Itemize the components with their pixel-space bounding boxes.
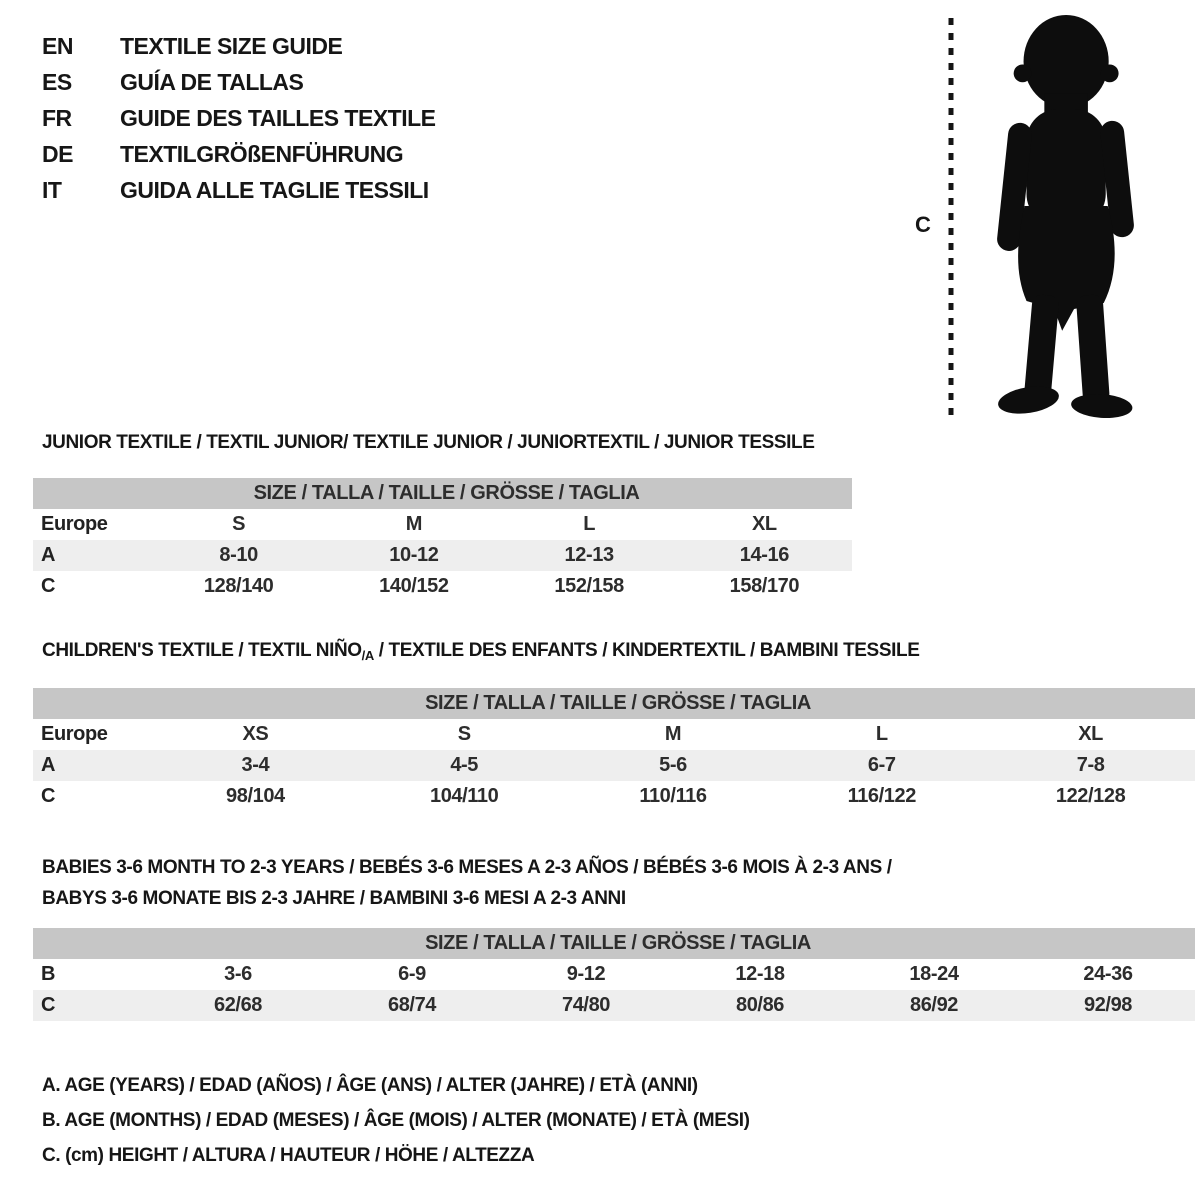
cell-value: 9-12 [566, 963, 606, 985]
table-row [33, 509, 852, 540]
table-row [33, 750, 1195, 781]
table-row [33, 990, 1195, 1021]
cell-value: 104/110 [429, 785, 499, 807]
size-header-label: SIZE / TALLA / TAILLE / GRÖSSE / TAGLIA [33, 688, 1195, 719]
babies-title-line2: BABYS 3-6 MONATE BIS 2-3 JAHRE / BAMBINI 3-6 MESI A 2-3 ANNI [42, 888, 626, 909]
babies-size-table [33, 928, 1195, 1021]
cell-value: 18-24 [909, 963, 959, 985]
cell-value: 3-4 [151, 750, 360, 781]
children-title-part2: / TEXTILE DES ENFANTS / KINDERTEXTIL / BAMBINI TESSILE [373, 640, 920, 661]
lang-label: GUIDE DES TAILLES TEXTILE [120, 105, 436, 131]
column-header: S [457, 723, 471, 745]
cell-value: 128/140 [203, 575, 274, 597]
cell-value: 6-7 [777, 750, 986, 781]
cell-value: 4-5 [360, 750, 569, 781]
lang-code: DE [42, 141, 73, 167]
row-label: C [41, 575, 56, 597]
cell-value: 3-6 [224, 963, 252, 985]
column-header: M [664, 723, 682, 745]
row-label: A [33, 540, 151, 571]
cell-value: 12-18 [735, 963, 785, 985]
lang-row-en [42, 28, 436, 64]
lang-label: GUIDA ALLE TAGLIE TESSILI [120, 177, 429, 203]
babies-section-title [42, 852, 892, 914]
lang-row-de [42, 136, 436, 172]
lang-row-es [42, 64, 436, 100]
column-header: L [875, 723, 888, 745]
cell-value: 5-6 [569, 750, 778, 781]
lang-code: EN [42, 33, 73, 59]
cell-value: 152/158 [554, 575, 624, 597]
lang-label: TEXTILE SIZE GUIDE [120, 33, 343, 59]
children-title-subscript: /A [361, 648, 374, 663]
table-header-bar [33, 928, 1195, 959]
table-row [33, 719, 1195, 750]
lang-row-it [42, 172, 436, 208]
legend-line-b: B. AGE (MONTHS) / EDAD (MESES) / ÂGE (MOIS) / ALTER (MONATE) / ETÀ (MESI) [42, 1110, 750, 1131]
cell-value: 122/128 [1055, 785, 1126, 807]
height-measure-label: C [915, 212, 931, 237]
table-row [33, 540, 852, 571]
height-figure [905, 14, 1165, 420]
cell-value: 68/74 [325, 990, 499, 1021]
lang-label: TEXTILGRÖßENFÜHRUNG [120, 141, 404, 167]
cell-value: 92/98 [1021, 990, 1195, 1021]
cell-value: 86/92 [847, 990, 1021, 1021]
cell-value: 158/170 [729, 575, 800, 597]
legend-line-c: C. (cm) HEIGHT / ALTURA / HAUTEUR / HÖHE / ALTEZZA [42, 1145, 535, 1166]
cell-value: 7-8 [986, 750, 1195, 781]
cell-value: 8-10 [151, 540, 326, 571]
baby-silhouette [941, 14, 1151, 420]
row-label: C [33, 990, 151, 1021]
size-header-label: SIZE / TALLA / TAILLE / GRÖSSE / TAGLIA [33, 478, 852, 509]
lang-code: IT [42, 177, 62, 203]
table-row [33, 959, 1195, 990]
region-label: Europe [41, 723, 108, 745]
cell-value: 12-13 [502, 540, 677, 571]
lang-code: ES [42, 69, 72, 95]
table-row [33, 571, 852, 602]
table-row [33, 781, 1195, 812]
legend [42, 1068, 750, 1173]
column-header: M [405, 513, 422, 535]
babies-title-line1: BABIES 3-6 MONTH TO 2-3 YEARS / BEBÉS 3-6 MESES A 2-3 AÑOS / BÉBÉS 3-6 MOIS À 2-3 ANS / [42, 857, 892, 878]
column-header: XS [242, 723, 269, 745]
table-header-bar [33, 478, 852, 509]
junior-section-title: JUNIOR TEXTILE / TEXTIL JUNIOR/ TEXTILE JUNIOR / JUNIORTEXTIL / JUNIOR TESSILE [42, 432, 815, 453]
language-header [42, 28, 436, 208]
children-section-title [42, 640, 919, 663]
column-header: S [232, 513, 246, 535]
region-label: Europe [41, 513, 108, 535]
row-label: A [33, 750, 151, 781]
legend-line-a: A. AGE (YEARS) / EDAD (AÑOS) / ÂGE (ANS) / ALTER (JAHRE) / ETÀ (ANNI) [42, 1075, 698, 1096]
cell-value: 62/68 [151, 990, 325, 1021]
cell-value: 110/116 [639, 785, 707, 807]
lang-code: FR [42, 105, 72, 131]
cell-value: 24-36 [1083, 963, 1133, 985]
row-label: B [41, 963, 56, 985]
column-header: L [583, 513, 596, 535]
junior-size-table [33, 478, 852, 602]
cell-value: 74/80 [499, 990, 673, 1021]
baby-silhouette-shape [996, 15, 1135, 420]
cell-value: 116/122 [847, 785, 916, 807]
cell-value: 80/86 [673, 990, 847, 1021]
table-header-bar [33, 688, 1195, 719]
column-header: XL [1078, 723, 1103, 745]
lang-row-fr [42, 100, 436, 136]
lang-label: GUÍA DE TALLAS [120, 69, 304, 95]
column-header: XL [751, 513, 777, 535]
row-label: C [41, 785, 56, 807]
children-title-part1: CHILDREN'S TEXTILE / TEXTIL NIÑO [42, 640, 362, 661]
cell-value: 14-16 [677, 540, 852, 571]
cell-value: 6-9 [398, 963, 426, 985]
cell-value: 10-12 [326, 540, 501, 571]
children-size-table [33, 688, 1195, 812]
cell-value: 140/152 [379, 575, 449, 597]
size-header-label: SIZE / TALLA / TAILLE / GRÖSSE / TAGLIA [33, 928, 1195, 959]
cell-value: 98/104 [226, 785, 285, 807]
